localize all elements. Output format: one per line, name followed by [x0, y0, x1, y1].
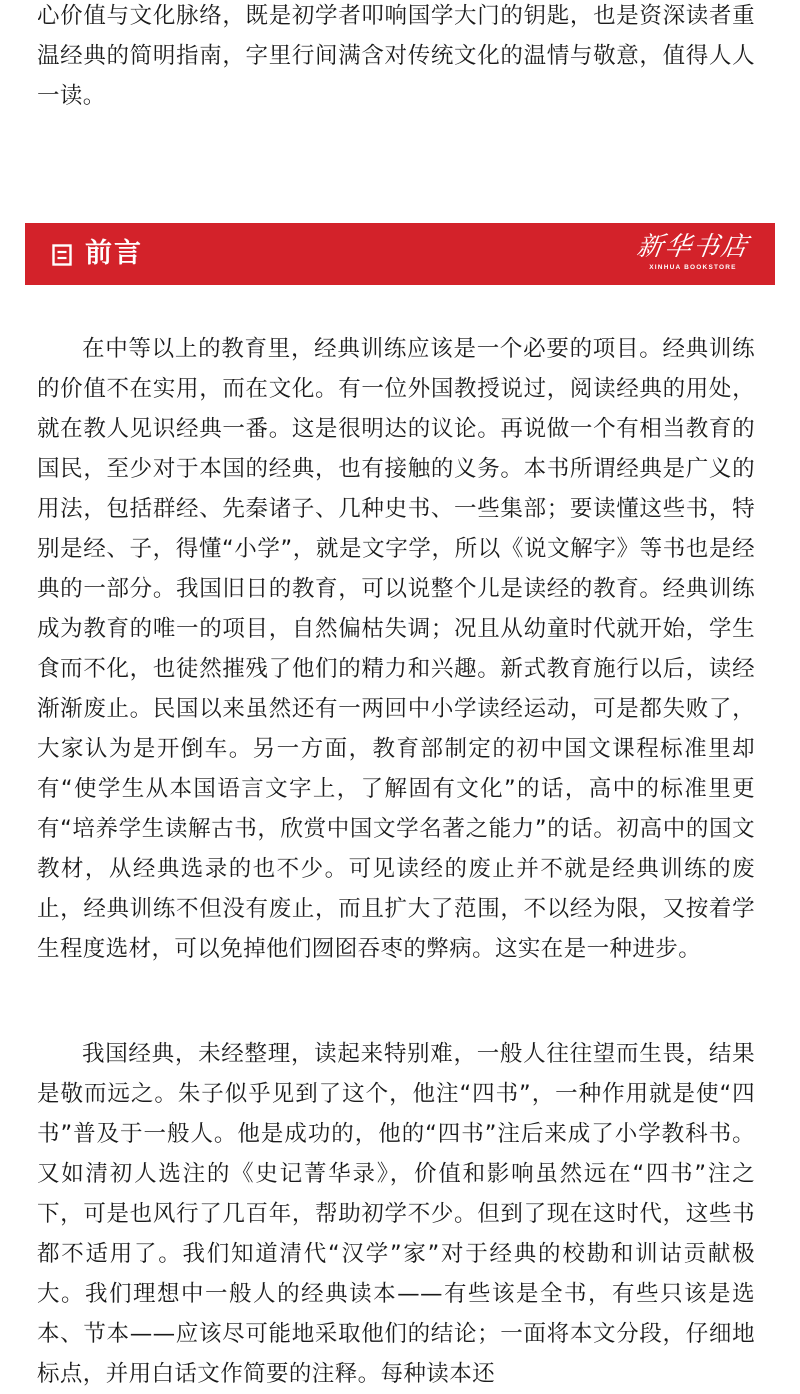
body-paragraph: 在中等以上的教育里，经典训练应该是一个必要的项目。经典训练的价值不在实用，而在文化。有一位外国教授说过，阅读经典的用处，就在教人见识经典一番。这是很明达的议论。再说做一个有相当教育的国民，至少对于本国的经典，也有接触的义务。本书所谓经典是广义的用法，包括群经、先秦诸子、几种史书、一些集部；要读懂这些书，特别是经、子，得懂“小学”，就是文字学，所以《说文解字》等书也是经典的一部分。我国旧日的教育，可以说整个儿是读经的教育。经典训练成为教育的唯一的项目，自然偏枯失调；况且从幼童时代就开始，学生食而不化，也徒然摧残了他们的精力和兴趣。新式教育施行以后，读经渐渐废止。民国以来虽然还有一两回中小学读经运动，可是都失败了，大家认为是开倒车。另一方面，教育部制定的初中国文课程标准里却有“使学生从本国语言文字上，了解固有文化”的话，高中的标准里更有“培养学生读解古书，欣赏中国文学名著之能力”的话。初高中的国文教材，从经典选录的也不少。可见读经的废止并不就是经典训练的废止，经典训练不但没有废止，而且扩大了范围，不以经为限，又按着学生程度选材，可以免掉他们囫囵吞枣的弊病。这实在是一种进步。	[37, 336, 755, 962]
xinhua-bookstore-logo	[634, 231, 752, 277]
section-banner	[25, 223, 775, 285]
logo-subtitle: XINHUA BOOKSTORE	[649, 264, 737, 271]
logo-name: 新华书店	[634, 232, 752, 262]
document-icon	[52, 244, 72, 266]
body-paragraph: 我国经典，未经整理，读起来特别难，一般人往往望而生畏，结果是敬而远之。朱子似乎见到了这个，他注“四书”，一种作用就是使“四书”普及于一般人。他是成功的，他的“四书”注后来成了小学教科书。又如清初人选注的《史记菁华录》，价值和影响虽然远在“四书”注之下，可是也风行了几百年，帮助初学不少。但到了现在这时代，这些书都不适用了。我们知道清代“汉学”家”对于经典的校勘和训诂贡献极大。我们理想中一般人的经典读本——有些该是全书，有些只该是选本、节本——应该尽可能地采取他们的结论；一面将本文分段，仔细地标点，并用白话文作简要的注释。每种读本还	[37, 1041, 755, 1387]
section-title: 前言	[85, 238, 143, 269]
intro-paragraph: 心价值与文化脉络，既是初学者叩响国学大门的钥匙，也是资深读者重温经典的简明指南，字里行间满含对传统文化的温情与敬意，值得人人一读。	[37, 3, 755, 109]
